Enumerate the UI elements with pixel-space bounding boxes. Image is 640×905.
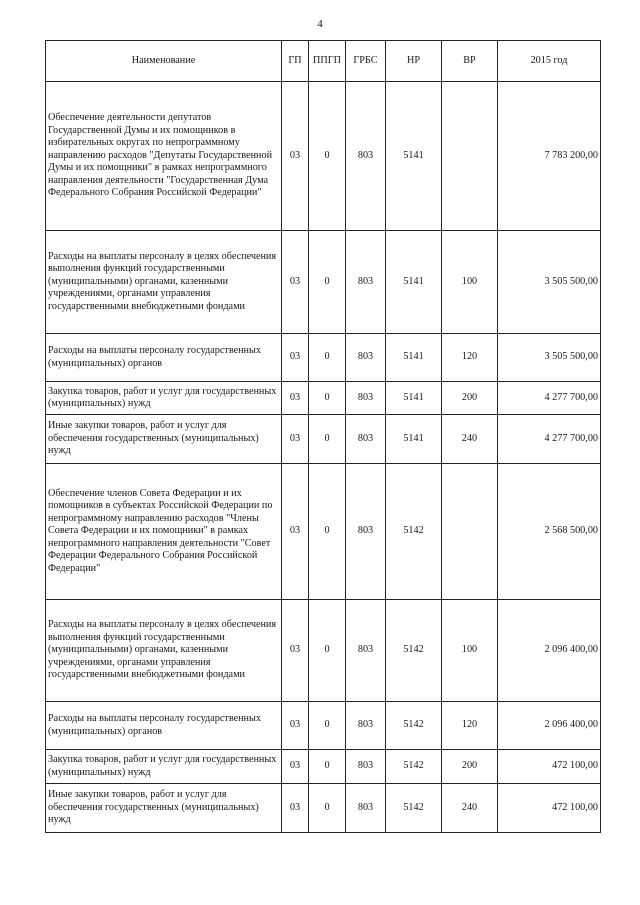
row-gp: 03 [282, 82, 309, 231]
table-row [46, 231, 601, 334]
row-name: Обеспечение деятельности депутатов Государственной Думы и их помощников в избирательных округах по непрограммному направлению расходов "Депутаты Государственной Думы и их помощники" в рамках непрограммного направления деятельности "Государственная Дума Федерального Собрания Российской Федерации" [46, 82, 282, 231]
table-row [46, 702, 601, 750]
row-nr: 5142 [386, 750, 442, 784]
header-nr: НР [386, 41, 442, 82]
row-grbs: 803 [346, 600, 386, 702]
row-grbs: 803 [346, 334, 386, 382]
row-gp: 03 [282, 231, 309, 334]
row-amount: 2 096 400,00 [498, 600, 601, 702]
row-grbs: 803 [346, 231, 386, 334]
row-nr: 5141 [386, 415, 442, 464]
table-row [46, 82, 601, 231]
row-vr: 120 [442, 702, 498, 750]
row-name: Расходы на выплаты персоналу государственных (муниципальных) органов [46, 702, 282, 750]
row-ppgp: 0 [309, 415, 346, 464]
row-vr [442, 82, 498, 231]
row-grbs: 803 [346, 82, 386, 231]
table-row [46, 600, 601, 702]
row-amount: 7 783 200,00 [498, 82, 601, 231]
row-gp: 03 [282, 600, 309, 702]
row-nr: 5141 [386, 231, 442, 334]
row-amount: 3 505 500,00 [498, 231, 601, 334]
table-row [46, 784, 601, 833]
row-nr: 5142 [386, 464, 442, 600]
row-name: Расходы на выплаты персоналу в целях обеспечения выполнения функций государственными (муниципальными) органами, казенными учреждениями, органами управления государственными внебюджетными фондами [46, 600, 282, 702]
row-name: Закупка товаров, работ и услуг для государственных (муниципальных) нужд [46, 382, 282, 415]
row-vr: 120 [442, 334, 498, 382]
row-vr [442, 464, 498, 600]
row-nr: 5142 [386, 600, 442, 702]
header-name: Наименование [46, 41, 282, 82]
table-row [46, 415, 601, 464]
header-ppgp: ППГП [309, 41, 346, 82]
row-amount: 2 096 400,00 [498, 702, 601, 750]
row-gp: 03 [282, 750, 309, 784]
row-name: Обеспечение членов Совета Федерации и их помощников в субъектах Российской Федерации по непрограммному направлению расходов "Члены Совета Федерации и их помощники" в рамках непрограммного направления деятельности "Совет Федерации Федерального Собрания Российской Федерации" [46, 464, 282, 600]
row-grbs: 803 [346, 464, 386, 600]
row-nr: 5141 [386, 334, 442, 382]
table-row [46, 382, 601, 415]
row-amount: 3 505 500,00 [498, 334, 601, 382]
row-gp: 03 [282, 784, 309, 833]
row-ppgp: 0 [309, 82, 346, 231]
row-name: Расходы на выплаты персоналу в целях обеспечения выполнения функций государственными (муниципальными) органами, казенными учреждениями, органами управления государственными внебюджетными фондами [46, 231, 282, 334]
row-vr: 100 [442, 231, 498, 334]
row-gp: 03 [282, 464, 309, 600]
header-year: 2015 год [498, 41, 601, 82]
row-ppgp: 0 [309, 334, 346, 382]
row-ppgp: 0 [309, 784, 346, 833]
table-row [46, 750, 601, 784]
row-vr: 240 [442, 415, 498, 464]
row-ppgp: 0 [309, 600, 346, 702]
row-vr: 200 [442, 382, 498, 415]
row-grbs: 803 [346, 750, 386, 784]
budget-table [45, 40, 601, 833]
row-nr: 5142 [386, 784, 442, 833]
row-ppgp: 0 [309, 750, 346, 784]
row-amount: 2 568 500,00 [498, 464, 601, 600]
row-vr: 240 [442, 784, 498, 833]
table-row [46, 464, 601, 600]
row-ppgp: 0 [309, 231, 346, 334]
header-gp: ГП [282, 41, 309, 82]
header-vr: ВР [442, 41, 498, 82]
row-ppgp: 0 [309, 382, 346, 415]
page-number: 4 [317, 18, 323, 30]
row-grbs: 803 [346, 702, 386, 750]
row-name: Иные закупки товаров, работ и услуг для обеспечения государственных (муниципальных) нужд [46, 784, 282, 833]
row-gp: 03 [282, 382, 309, 415]
table-row [46, 334, 601, 382]
row-amount: 4 277 700,00 [498, 382, 601, 415]
row-gp: 03 [282, 334, 309, 382]
row-ppgp: 0 [309, 702, 346, 750]
row-gp: 03 [282, 415, 309, 464]
row-ppgp: 0 [309, 464, 346, 600]
row-gp: 03 [282, 702, 309, 750]
row-amount: 472 100,00 [498, 784, 601, 833]
row-nr: 5142 [386, 702, 442, 750]
row-name: Расходы на выплаты персоналу государственных (муниципальных) органов [46, 334, 282, 382]
row-amount: 4 277 700,00 [498, 415, 601, 464]
row-vr: 200 [442, 750, 498, 784]
table-header-row [46, 41, 601, 82]
row-name: Иные закупки товаров, работ и услуг для обеспечения государственных (муниципальных) нужд [46, 415, 282, 464]
row-grbs: 803 [346, 415, 386, 464]
row-name: Закупка товаров, работ и услуг для государственных (муниципальных) нужд [46, 750, 282, 784]
row-amount: 472 100,00 [498, 750, 601, 784]
header-grbs: ГРБС [346, 41, 386, 82]
row-vr: 100 [442, 600, 498, 702]
row-grbs: 803 [346, 784, 386, 833]
row-nr: 5141 [386, 382, 442, 415]
row-nr: 5141 [386, 82, 442, 231]
row-grbs: 803 [346, 382, 386, 415]
